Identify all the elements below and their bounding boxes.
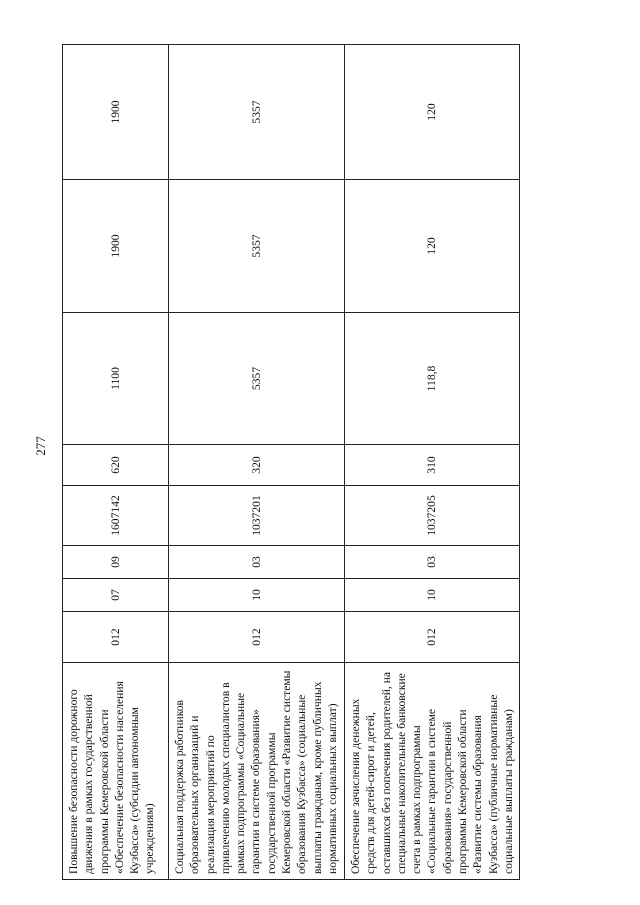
ministry-code: 012 [63,612,169,663]
expense-type-code: 620 [63,445,169,486]
amount-2: 5357 [169,180,345,313]
amount-1: 1100 [63,313,169,445]
ministry-code: 012 [345,612,520,663]
amount-3: 120 [345,45,520,180]
amount-2: 120 [345,180,520,313]
subsection-code: 03 [169,546,345,579]
table-row [169,45,345,880]
ministry-code: 012 [169,612,345,663]
budget-table [62,44,520,880]
section-code: 10 [169,579,345,612]
amount-3: 1900 [63,45,169,180]
expense-type-code: 310 [345,445,520,486]
page-number: 277 [33,436,48,456]
table-row [345,45,520,880]
amount-3: 5357 [169,45,345,180]
amount-2: 1900 [63,180,169,313]
subsection-code: 09 [63,546,169,579]
expense-type-code: 320 [169,445,345,486]
table-sheet [62,45,515,880]
target-article-code: 1607142 [63,486,169,546]
amount-1: 118,8 [345,313,520,445]
row-description: Повышение безопасности дорожного движения в рамках государственной программы Кемеровской области «Обеспечение безопасности населения Кузбасса» (субсидии автономным учреждениям) [63,663,169,880]
section-code: 10 [345,579,520,612]
target-article-code: 1037205 [345,486,520,546]
table-frame [62,45,515,880]
row-description: Социальная поддержка работников образовательных организаций и реализация мероприятий по привлечению молодых специалистов в рамках подпрограммы «Социальные гарантии в системе образования» государственной программы Кемеровской области «Развитие системы образования Кузбасса» (социальные выплаты гражданам, кроме публичных нормативных социальных выплат) [169,663,345,880]
subsection-code: 03 [345,546,520,579]
section-code: 07 [63,579,169,612]
table-row [63,45,169,880]
row-description: Обеспечение зачисления денежных средств для детей-сирот и детей, оставшихся без попечения родителей, на специальные накопительные банковские счета в рамках подпрограммы «Социальные гарантии в системе образования» государственной программы Кемеровской области «Развитие системы образования Кузбасса» (публичные нормативные социальные выплаты гражданам) [345,663,520,880]
amount-1: 5357 [169,313,345,445]
target-article-code: 1037201 [169,486,345,546]
